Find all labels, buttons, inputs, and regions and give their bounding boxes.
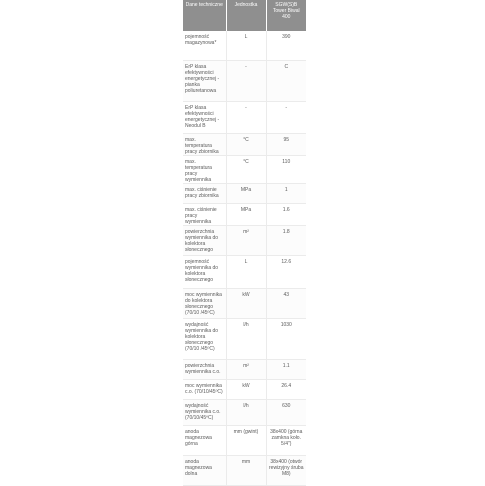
row-unit: °C [226,155,266,183]
row-unit: MPa [226,203,266,225]
row-parameter: max. ciśnienie pracy wymiennika [183,203,226,225]
table-row [183,288,306,318]
row-parameter: powierzchnia wymiennika do kolektora słonecznego [183,225,226,255]
row-value: 110 [266,155,306,183]
row-parameter: max. temperatura pracy wymiennika [183,155,226,183]
row-parameter: ErP klasa efektywności energetycznej - pianka poliuretanowa [183,60,226,101]
row-parameter: moc wymiennika do kolektora słonecznego (70/10 /45ºC) [183,288,226,318]
table-row [183,155,306,183]
row-value: 1 [266,183,306,203]
row-parameter: powierzchnia wymiennika c.o. [183,359,226,379]
row-parameter: moc wymiennika c.o. (70/10/45ºC) [183,379,226,399]
table-row [183,255,306,288]
table-row [183,425,306,455]
row-unit: L [226,31,266,60]
row-value: C [266,60,306,101]
row-unit: L [226,255,266,288]
row-parameter: max. ciśnienie pracy zbiornika [183,183,226,203]
row-unit: MPa [226,183,266,203]
table-row [183,60,306,101]
row-unit: kW [226,379,266,399]
row-value: - [266,101,306,133]
row-value: 1.1 [266,359,306,379]
row-parameter: pojemność magazynowa* [183,31,226,60]
table-row [183,399,306,425]
row-value: 12.6 [266,255,306,288]
table-row [183,379,306,399]
row-parameter: ErP klasa efektywności energetycznej - Neodul B [183,101,226,133]
row-value: 1030 [266,318,306,359]
table-row [183,203,306,225]
row-value: 390 [266,31,306,60]
table-row [183,225,306,255]
row-unit: m² [226,359,266,379]
row-unit: kW [226,288,266,318]
row-value: 26.4 [266,379,306,399]
row-value: 1.8 [266,225,306,255]
row-value: 1.6 [266,203,306,225]
row-value: 95 [266,133,306,155]
table-row [183,183,306,203]
row-parameter: anoda magnezowa górna [183,425,226,455]
row-parameter: max. temperatura pracy zbiornika [183,133,226,155]
table-header-row [183,0,306,31]
row-parameter: wydajność wymiennika do kolektora słonecznego (70/10 /45ºC) [183,318,226,359]
row-parameter: anoda magnezowa dolna [183,455,226,485]
row-unit: mm [226,455,266,485]
header-technical-data: Dane techniczne [183,0,226,31]
table-row [183,133,306,155]
row-unit: mm (gwint) [226,425,266,455]
row-unit: m² [226,225,266,255]
row-unit: l/h [226,318,266,359]
row-unit: °C [226,133,266,155]
table-row [183,359,306,379]
row-value: 38x400 (otwór rewizyjny śruba M8) [266,455,306,485]
table-row [183,101,306,133]
row-unit: l/h [226,399,266,425]
table-row [183,31,306,60]
row-value: 43 [266,288,306,318]
technical-data-table [183,0,306,486]
row-unit: - [226,60,266,101]
row-value: 38x400 (górna zamkna koło. 5/4") [266,425,306,455]
row-parameter: wydajność wymiennika c.o. (70/10/45ºC) [183,399,226,425]
table-row [183,318,306,359]
header-model: SGW(S)B Tower Biwal 400 [266,0,306,31]
row-unit: - [226,101,266,133]
row-value: 630 [266,399,306,425]
row-parameter: pojemność wymiennika do kolektora słonecznego [183,255,226,288]
table-row [183,455,306,485]
header-unit: Jednostka [226,0,266,31]
specification-sheet [183,0,306,486]
